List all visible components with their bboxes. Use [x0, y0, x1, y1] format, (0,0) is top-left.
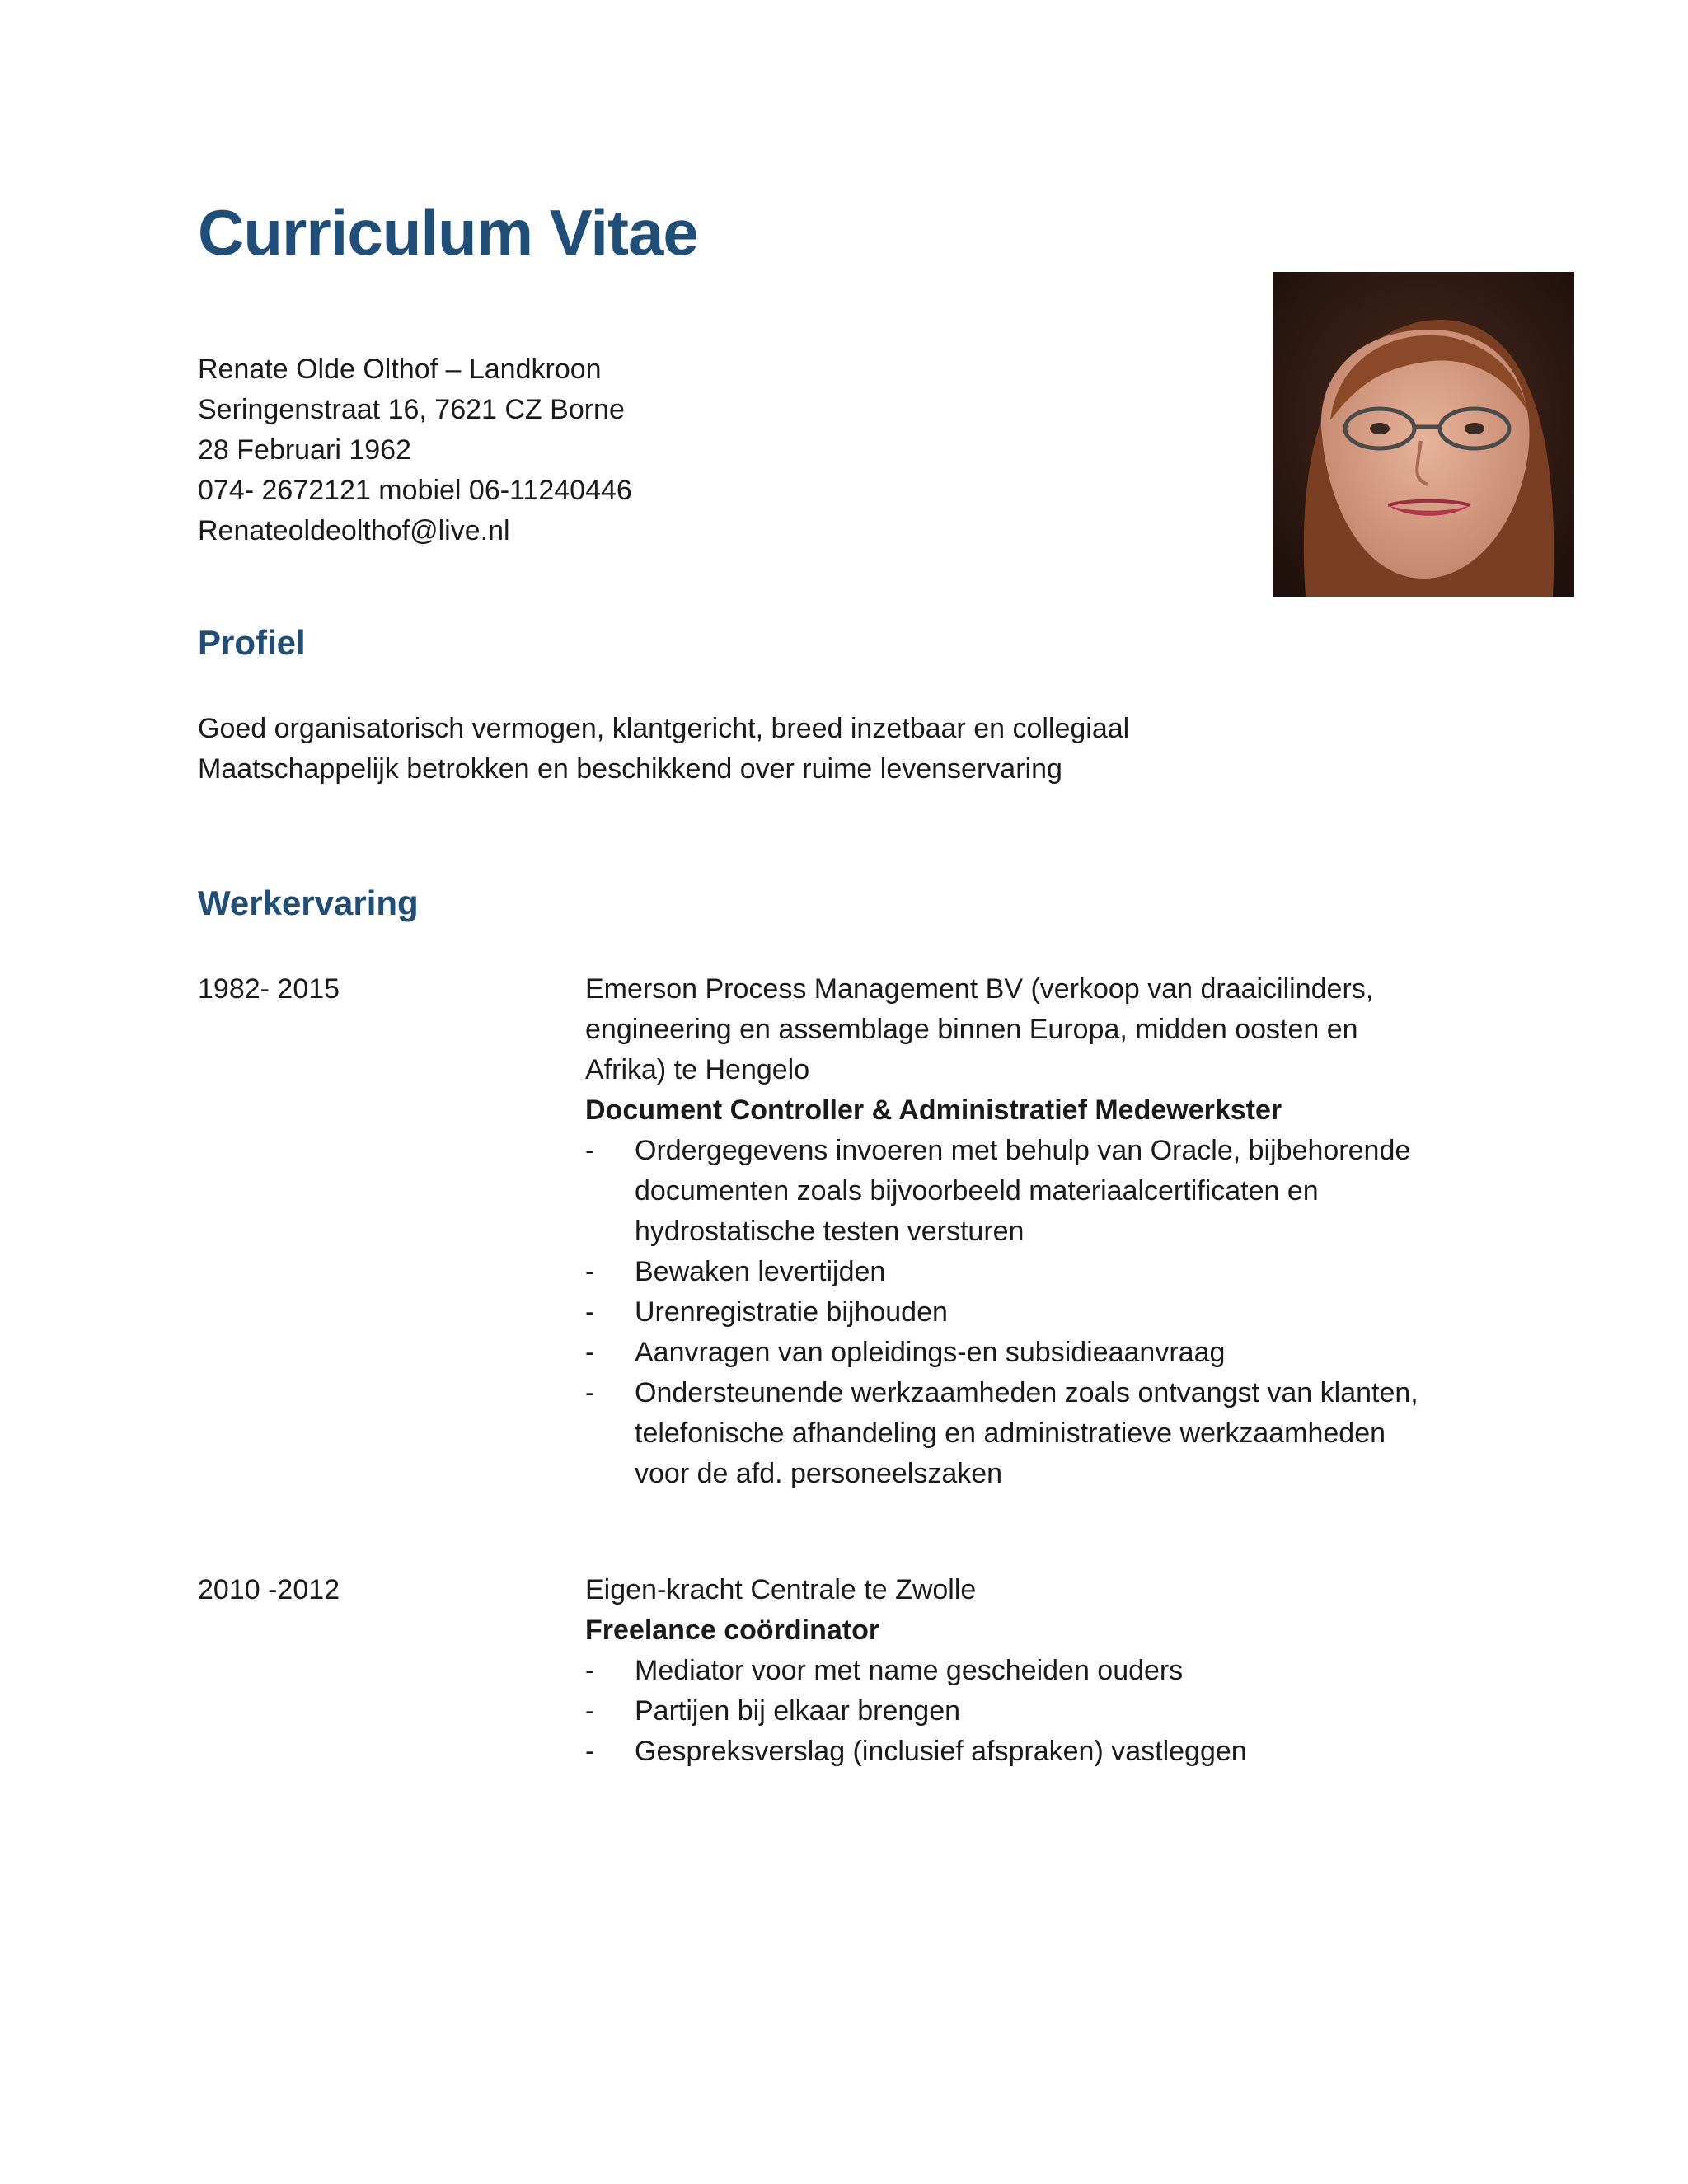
- contact-name: Renate Olde Olthof – Landkroon: [198, 354, 602, 385]
- contact-block: [198, 349, 632, 551]
- task-line: Mediator voor met name gescheiden ouders: [635, 1655, 1184, 1686]
- job-company-line: Afrika) te Hengelo: [585, 1054, 810, 1085]
- task-line: documenten zoals bijvoorbeeld materiaalcertificaten en: [635, 1175, 1319, 1207]
- job-period: 1982- 2015: [198, 973, 340, 1005]
- job-period: 2010 -2012: [198, 1574, 340, 1605]
- task-line: hydrostatische testen versturen: [635, 1216, 1025, 1247]
- job-company-line: engineering en assemblage binnen Europa, midden oosten en: [585, 1014, 1358, 1045]
- job-task: [585, 1333, 1492, 1373]
- job-task: [585, 1732, 1492, 1772]
- task-line: Ordergegevens invoeren met behulp van Oracle, bijbehorende: [635, 1135, 1411, 1166]
- experience-heading: Werkervaring: [198, 883, 419, 922]
- job-company-line: Eigen-kracht Centrale te Zwolle: [585, 1574, 977, 1605]
- bullet-dash: -: [585, 1736, 595, 1767]
- bullet-dash: -: [585, 1695, 595, 1727]
- job-task: [585, 1252, 1492, 1292]
- page-title: Curriculum Vitae: [198, 196, 698, 269]
- job-task: [585, 1651, 1492, 1691]
- contact-address: Seringenstraat 16, 7621 CZ Borne: [198, 394, 625, 425]
- job-task-list: [585, 1131, 1492, 1494]
- profile-photo: [1273, 272, 1574, 597]
- contact-email: Renateoldeolthof@live.nl: [198, 515, 510, 546]
- job-task-list: [585, 1651, 1492, 1772]
- job-company-line: Emerson Process Management BV (verkoop van draaicilinders,: [585, 973, 1374, 1005]
- job-task: [585, 1373, 1492, 1494]
- task-line: Urenregistratie bijhouden: [635, 1296, 948, 1328]
- bullet-dash: -: [585, 1337, 595, 1368]
- job-company: [585, 969, 1492, 1090]
- task-line: Gespreksverslag (inclusief afspraken) vastleggen: [635, 1736, 1247, 1767]
- task-line: Aanvragen van opleidings-en subsidieaanvraag: [635, 1337, 1226, 1368]
- job-details: [585, 1570, 1492, 1772]
- profile-line: Goed organisatorisch vermogen, klantgericht, breed inzetbaar en collegiaal: [198, 713, 1130, 744]
- profile-line: Maatschappelijk betrokken en beschikkend over ruime levenservaring: [198, 753, 1062, 785]
- bullet-dash: -: [585, 1655, 595, 1686]
- profile-text: [198, 709, 1129, 790]
- task-line: Bewaken levertijden: [635, 1256, 886, 1287]
- job-role: Freelance coördinator: [585, 1615, 880, 1646]
- job-task: [585, 1691, 1492, 1732]
- job-role: Document Controller & Administratief Medewerkster: [585, 1094, 1282, 1126]
- portrait-image: [1273, 272, 1574, 597]
- task-line: telefonische afhandeling en administratieve werkzaamheden: [635, 1418, 1386, 1449]
- job-task: [585, 1131, 1492, 1252]
- bullet-dash: -: [585, 1135, 595, 1166]
- contact-phone: 074- 2672121 mobiel 06-11240446: [198, 475, 632, 506]
- bullet-dash: -: [585, 1377, 595, 1408]
- contact-birthdate: 28 Februari 1962: [198, 434, 411, 466]
- task-line: Ondersteunende werkzaamheden zoals ontvangst van klanten,: [635, 1377, 1418, 1408]
- profile-heading: Profiel: [198, 623, 306, 662]
- task-line: Partijen bij elkaar brengen: [635, 1695, 961, 1727]
- bullet-dash: -: [585, 1296, 595, 1328]
- task-line: voor de afd. personeelszaken: [635, 1458, 1003, 1489]
- job-details: [585, 969, 1492, 1494]
- bullet-dash: -: [585, 1256, 595, 1287]
- job-company: [585, 1570, 1492, 1610]
- job-task: [585, 1292, 1492, 1333]
